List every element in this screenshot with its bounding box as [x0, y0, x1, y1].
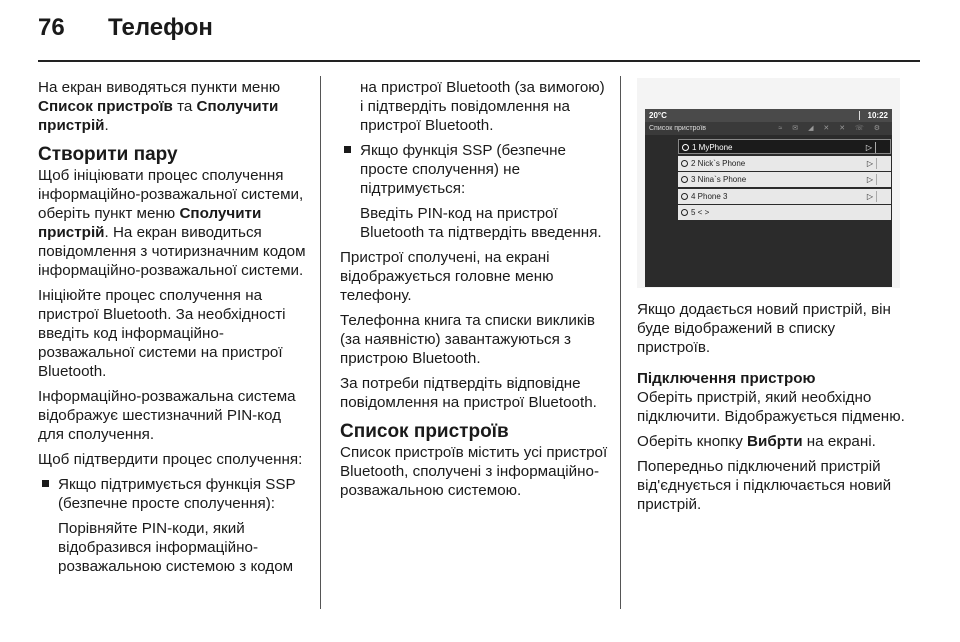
- menu-pair-1: Сполучити: [196, 98, 279, 115]
- p3a: Оберіть кнопку: [637, 433, 748, 450]
- radio-icon: [682, 144, 689, 151]
- display-title-bar: [645, 122, 892, 135]
- column-3: [637, 300, 907, 520]
- device-item[interactable]: [678, 139, 891, 154]
- p1c: . На екран виводиться повідомлення з чотиризначним кодом інформаційно-розважальної системи.: [38, 224, 306, 279]
- paragraph-pair-3: Інформаційно-розважальна система відображує шестизначний PIN-код для сполучення.: [38, 388, 296, 443]
- arrow-icon[interactable]: ▷: [865, 143, 872, 152]
- paragraph-select-device: Оберіть пристрій, який необхідно підключити. Відображується підменю.: [637, 389, 905, 425]
- column-1: [38, 78, 310, 582]
- paragraph-device-list: Список пристроїв містить усі пристрої Bluetooth, сполучені з інформаційно-розважальною системою.: [340, 444, 608, 499]
- row-divider: [876, 174, 877, 185]
- intro-text: На екран виводяться пункти меню: [38, 79, 281, 96]
- paragraph-phonebook: Телефонна книга та списки викликів (за наявністю) завантажуються з пристрою Bluetooth.: [340, 312, 595, 367]
- device-item[interactable]: [678, 172, 891, 187]
- bullet-icon: [344, 146, 351, 153]
- page-title: Телефон: [108, 14, 213, 41]
- heading-pair: Створити пару: [38, 144, 178, 165]
- status-icons: ≈ ✉ ◢ ✕ ✕ ☏ ⚙: [778, 125, 884, 132]
- device-list-screenshot: [637, 78, 900, 288]
- row-divider: [876, 191, 877, 202]
- radio-icon: [681, 176, 688, 183]
- column-divider-2: [620, 76, 621, 609]
- header-rule: [38, 60, 920, 62]
- clock-separator: [859, 111, 860, 120]
- intro-and: та: [172, 98, 197, 115]
- paragraph-new-device: Якщо додається новий пристрій, він буде відображений в списку пристроїв.: [637, 301, 891, 356]
- device-item[interactable]: [678, 189, 891, 204]
- device-list: [678, 139, 891, 222]
- display-status-bar: [645, 109, 892, 122]
- device-label: 3 Nina`s Phone: [691, 175, 747, 184]
- intro-dot: .: [104, 117, 109, 134]
- bullet-icon: [42, 480, 49, 487]
- bullet-no-ssp: [340, 141, 610, 198]
- paragraph-select-button: [637, 432, 907, 451]
- device-label: 5 < >: [691, 208, 710, 217]
- radio-icon: [681, 160, 688, 167]
- arrow-icon[interactable]: ▷: [866, 158, 873, 168]
- bullet-ssp-text: Якщо підтримується функція SSP (безпечне просте сполучення):: [58, 476, 296, 512]
- row-divider: [875, 142, 876, 153]
- p3c: на екрані.: [802, 433, 876, 450]
- paragraph-pair-2: Ініціюйте процес сполучення на пристрої Bluetooth. За необхідності введіть код інформаційно-розважальної системи на пристрої Bluetooth.: [38, 287, 286, 380]
- menu-devices-list: Список пристроїв: [38, 98, 173, 115]
- paragraph-pair-4: Щоб підтвердити процес сполучення:: [38, 451, 303, 468]
- temperature: 20°C: [649, 111, 667, 120]
- row-divider: [876, 158, 877, 169]
- column-2: [340, 78, 610, 506]
- clock: 10:22: [867, 111, 888, 120]
- bullet-ssp-detail: Порівняйте PIN-коди, який відобразився інформаційно-розважальною системою з кодом: [58, 520, 294, 575]
- paragraph-reconnect: Попередньо підключений пристрій від'єднується і підключається новий пристрій.: [637, 458, 892, 513]
- heading-device-list: Список пристроїв: [340, 421, 509, 442]
- arrow-icon[interactable]: ▷: [866, 191, 873, 201]
- display-title: Список пристроїв: [649, 125, 706, 132]
- device-label: 1 MyPhone: [692, 143, 733, 152]
- paragraph-confirm: За потреби підтвердіть відповідне повідомлення на пристрої Bluetooth.: [340, 375, 597, 411]
- bullet-no-ssp-detail: Введіть PIN-код на пристрої Bluetooth та підтвердіть введення.: [360, 205, 602, 241]
- radio-icon: [681, 209, 688, 216]
- menu-pair-device: Сполучити пристрій: [38, 205, 262, 241]
- column-divider-1: [320, 76, 321, 609]
- device-item[interactable]: [678, 156, 891, 171]
- device-item[interactable]: [678, 205, 891, 220]
- device-label: 4 Phone 3: [691, 191, 728, 201]
- continued-text: на пристрої Bluetooth (за вимогою) і підтвердіть повідомлення на пристрої Bluetooth.: [360, 79, 605, 134]
- p1a: Щоб ініціювати процес сполучення інформаційно-розважальної системи, оберіть пункт меню: [38, 167, 304, 222]
- intro-paragraph: [38, 78, 310, 135]
- bullet-no-ssp-text: Якщо функція SSP (безпечне просте сполучення) не підтримується:: [360, 142, 566, 197]
- page-header: [38, 14, 213, 44]
- heading-connect: Підключення пристрою: [637, 370, 816, 387]
- infotainment-display: [645, 109, 892, 287]
- radio-icon: [681, 193, 688, 200]
- page-number: 76: [38, 14, 65, 41]
- select-button-label: Вибрти: [747, 433, 803, 450]
- paragraph-pair-1: [38, 166, 310, 280]
- device-label: 2 Nick`s Phone: [691, 158, 746, 168]
- menu-pair-2: пристрій: [38, 117, 105, 134]
- arrow-icon[interactable]: ▷: [866, 175, 873, 184]
- bullet-ssp: [38, 475, 310, 513]
- paragraph-paired: Пристрої сполучені, на екрані відображується головне меню телефону.: [340, 249, 554, 304]
